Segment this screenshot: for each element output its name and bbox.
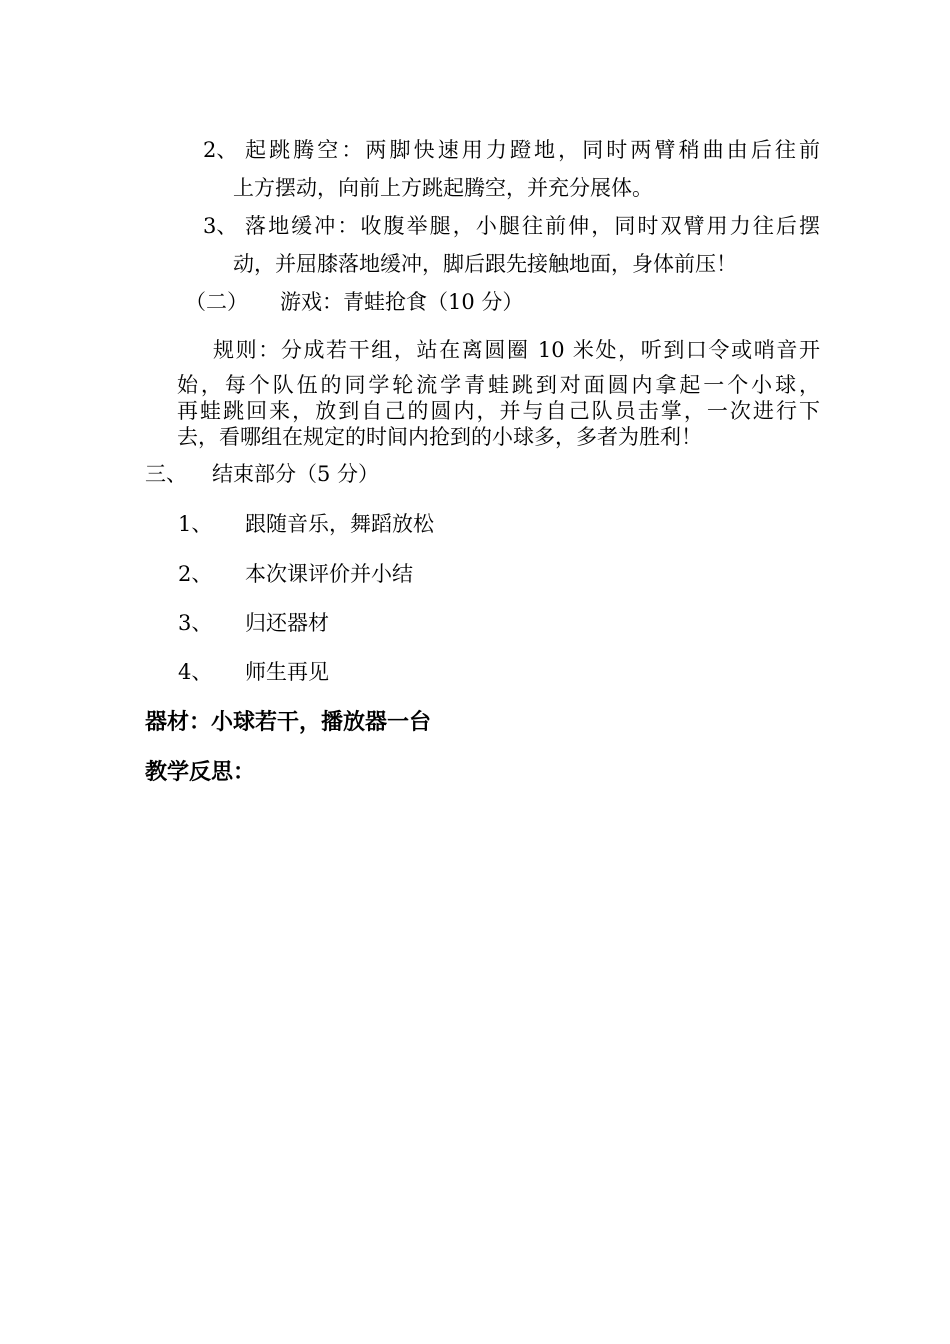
- game-title: 游戏：青蛙抢食（10 分）: [280, 290, 524, 314]
- game-number: （二）: [185, 290, 248, 314]
- list-item-number: 2、: [178, 562, 213, 586]
- game-rule: [213, 337, 820, 363]
- rule-line: 始，每个队伍的同学轮流学青蛙跳到对面圆内拿起一个小球，: [177, 373, 820, 397]
- step-line: 动，并屈膝落地缓冲，脚后跟先接触地面，身体前压！: [233, 252, 737, 276]
- list-item-number: 3、: [178, 611, 213, 635]
- reflection-label: 教学反思：: [145, 760, 256, 785]
- rule-line: 再蛙跳回来，放到自己的圆内，并与自己队员击掌，一次进行下: [177, 399, 820, 423]
- equipment-label: 器材：小球若干，播放器一台: [145, 710, 432, 735]
- rule-line: 去，看哪组在规定的时间内抢到的小球多，多者为胜利！: [177, 425, 702, 449]
- section-number: 三、: [145, 462, 187, 486]
- step-line: 上方摆动，向前上方跳起腾空，并充分展体。: [233, 176, 653, 200]
- list-item-text: 归还器材: [245, 611, 329, 635]
- list-item-number: 1、: [178, 512, 213, 536]
- list-item-text: 跟随音乐，舞蹈放松: [245, 512, 434, 536]
- rule-line: 规则：分成若干组，站在离圆圈 10 米处，听到口令或哨音开: [213, 338, 820, 362]
- step-text-line: [245, 137, 820, 163]
- step-number: 3、: [203, 214, 238, 238]
- step-line: 起跳腾空：两脚快速用力蹬地，同时两臂稍曲由后往前: [245, 138, 820, 162]
- list-item-text: 本次课评价并小结: [245, 562, 413, 586]
- step-line: 落地缓冲：收腹举腿，小腿往前伸，同时双臂用力往后摆: [245, 214, 820, 238]
- list-item-number: 4、: [178, 660, 213, 684]
- game-rule-cont: [177, 372, 820, 450]
- section-title: 结束部分（5 分）: [212, 462, 380, 486]
- step-number: 2、: [203, 138, 238, 162]
- list-item-text: 师生再见: [245, 660, 329, 684]
- step-text-line: [245, 213, 820, 239]
